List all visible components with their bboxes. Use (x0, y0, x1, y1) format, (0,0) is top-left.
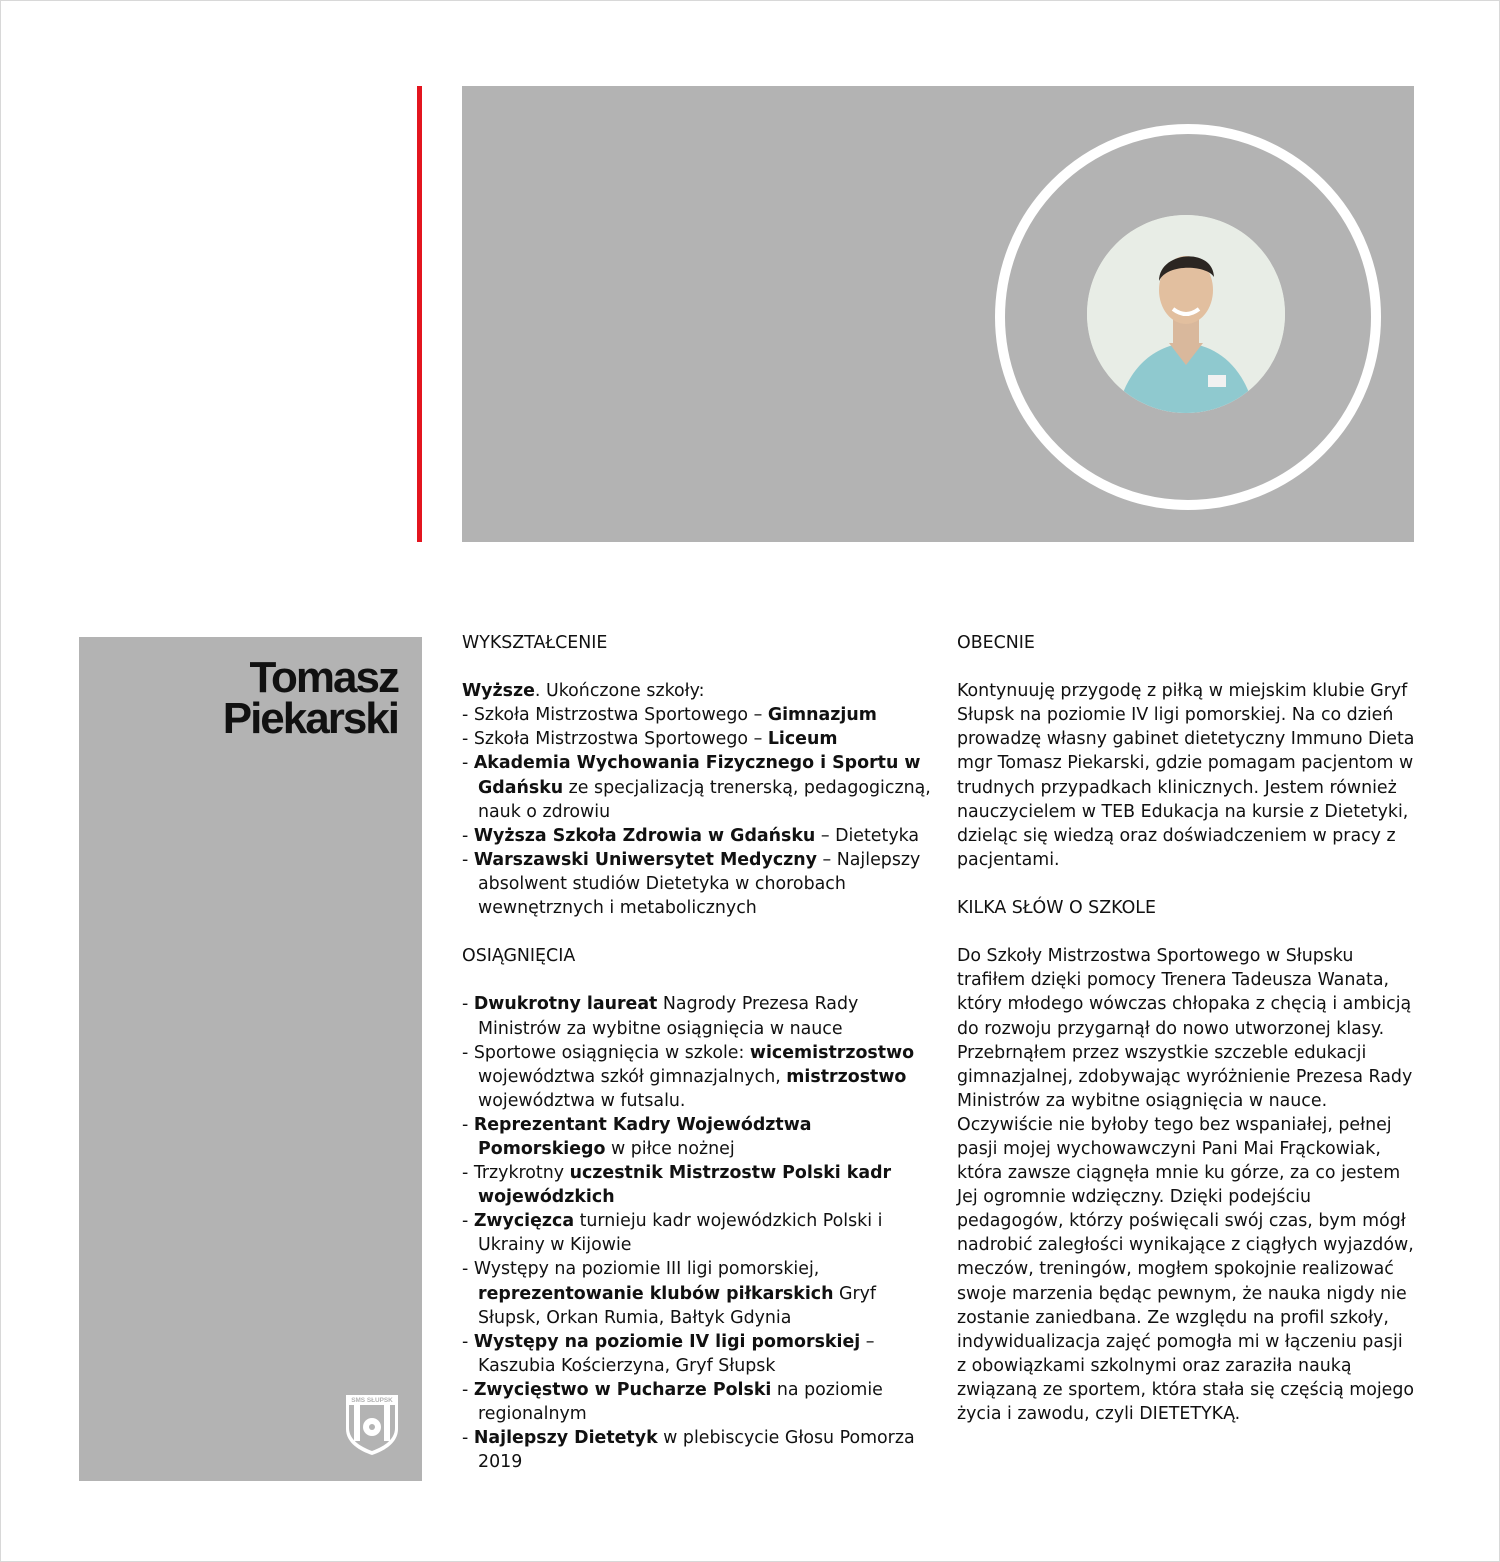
achievements-heading: OSIĄGNIĘCIA (462, 946, 576, 967)
name-panel (79, 637, 422, 1481)
school-text: Do Szkoły Mistrzostwa Sportowego w Słupsku trafiłem dzięki pomocy Trenera Tadeusza Wanata, który młodego wówczas chłopaka z chęcią i ambicją do rozwoju przygarnął do nowo utworzonej klasy. Przebrnąłem przez wszystkie szczeble edukacji gimnazjalnej, zdobywając wyróżnienie Prezesa Rady Ministrów za wybitne osiągnięcia w nauce. Oczywiście nie byłoby tego bez wspaniałej, pełnej pasji mojej wychowawczyni Pani Mai Frąckowiak, która zawsze ciągnęła mnie ku górze, za co jestem Jej ogromnie wdzięczny. Dzięki podejściu pedagogów, którzy poświęcali swój czas, bym mógł nadrobić zaległości wynikające z ciągłych wyjazdów, meczów, treningów, mogłem spokojnie realizować swoje marzenia będąc pewnym, że nauka nigdy nie zostanie zaniedbana. Ze względu na profil szkoły, indywidualizacja zajęć pomogła mi w łączeniu pasji z obowiązkami szkolnymi oraz zaraziła nauką związaną ze sportem, która stała się częścią mojego życia i zawodu, czyli DIETETYKĄ. (957, 946, 1415, 1424)
education-list (462, 703, 932, 920)
list-item: - Warszawski Uniwersytet Medyczny – Najlepszy absolwent studiów Dietetyka w chorobach wewnętrznych i metabolicznych (462, 849, 921, 919)
list-item: - Zwycięzca turnieju kadr wojewódzkich Polski i Ukrainy w Kijowie (462, 1211, 883, 1256)
left-column (462, 631, 932, 1474)
list-item: - Akademia Wychowania Fizycznego i Sportu w Gdańsku ze specjalizacją trenerską, pedagogiczną, nauk o zdrowiu (462, 753, 931, 822)
first-name: Tomasz (249, 653, 398, 702)
education-heading: WYKSZTAŁCENIE (462, 633, 608, 653)
list-item: - Trzykrotny uczestnik Mistrzostw Polski kadr wojewódzkich (462, 1163, 892, 1208)
crest-label: SMS SŁUPSK (351, 1397, 393, 1404)
list-item: - Występy na poziomie III ligi pomorskiej, reprezentowanie klubów piłkarskich Gryf Słupsk, Orkan Rumia, Bałtyk Gdynia (462, 1259, 877, 1328)
education-intro: Wyższe. Ukończone szkoły: (462, 681, 705, 702)
list-item: - Zwycięstwo w Pucharze Polski na poziomie regionalnym (462, 1379, 883, 1424)
list-item: - Sportowe osiągnięcia w szkole: wicemistrzostwo województwa szkół gimnazjalnych, mistrzostwo województwa w futsalu. (462, 1042, 915, 1111)
person-illustration (1087, 215, 1285, 413)
person-name (222, 653, 398, 743)
last-name: Piekarski (222, 694, 398, 743)
list-item: - Reprezentant Kadry Województwa Pomorskiego w piłce nożnej (462, 1114, 812, 1159)
list-item: - Najlepszy Dietetyk w plebiscycie Głosu Pomorza 2019 (462, 1428, 915, 1473)
current-text: Kontynuuję przygodę z piłką w miejskim klubie Gryf Słupsk na poziomie IV ligi pomorskiej. Na co dzień prowadzę własny gabinet dietetyczny Immuno Dieta mgr Tomasz Piekarski, gdzie pomagam pacjentom w trudnych przypadkach klinicznych. Jestem również nauczycielem w TEB Edukacja na kursie z Dietetyki, dzieląc się wiedzą oraz doświadczeniem w pracy z pacjentami. (957, 681, 1415, 870)
right-column (957, 631, 1417, 1426)
school-heading: KILKA SŁÓW O SZKOLE (957, 898, 1156, 919)
school-crest-icon (344, 1393, 400, 1457)
list-item: - Szkoła Mistrzostwa Sportowego – Liceum (462, 729, 838, 750)
list-item: - Wyższa Szkoła Zdrowia w Gdańsku – Dietetyka (462, 825, 920, 846)
list-item: - Występy na poziomie IV ligi pomorskiej – Kaszubia Kościerzyna, Gryf Słupsk (462, 1331, 875, 1376)
profile-photo (1087, 215, 1285, 413)
list-item: - Dwukrotny laureat Nagrody Prezesa Rady Ministrów za wybitne osiągnięcia w nauce (462, 994, 859, 1039)
list-item: - Szkoła Mistrzostwa Sportowego – Gimnazjum (462, 705, 877, 726)
current-heading: OBECNIE (957, 633, 1035, 653)
achievements-list (462, 992, 932, 1474)
accent-bar (417, 86, 422, 542)
